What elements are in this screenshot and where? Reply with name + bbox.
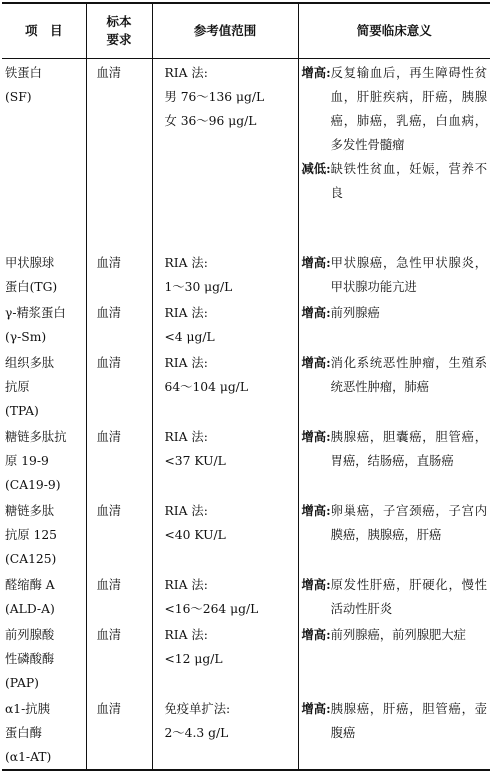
significance-entry (302, 697, 488, 745)
significance-text: 卵巢癌，子宫颈癌，子宫内膜癌，胰腺癌，肝癌 (330, 503, 487, 542)
reference-line: <4 μg/L (164, 329, 215, 344)
significance-text: 胰腺癌，胆囊癌，胆管癌，胃癌，结肠癌，直肠癌 (330, 429, 487, 468)
reference-line: <37 KU/L (164, 453, 226, 468)
reference-cell (152, 571, 298, 621)
item-name-line: (PAP) (5, 675, 39, 690)
significance-tag: 增高: (301, 428, 331, 444)
reference-line: RIA 法: (164, 577, 208, 592)
item-name-line: γ-精浆蛋白 (5, 305, 66, 320)
reference-cell (152, 59, 298, 249)
significance-tag: 增高: (301, 354, 331, 370)
significance-cell (298, 349, 490, 423)
item-name-cell (2, 571, 86, 621)
item-name-line: (ALD-A) (5, 601, 55, 616)
item-name-cell (2, 299, 86, 349)
significance-tag: 减低: (301, 161, 331, 176)
reference-line: RIA 法: (164, 255, 208, 270)
reference-line: 免疫单扩法: (164, 701, 231, 716)
item-name-line: 抗原 125 (5, 527, 57, 542)
reference-line: RIA 法: (164, 305, 208, 320)
significance-cell (298, 59, 490, 249)
reference-line: RIA 法: (164, 355, 208, 370)
item-name-cell (2, 621, 86, 695)
reference-cell (152, 695, 298, 770)
table-row (2, 695, 490, 770)
table-row (2, 349, 490, 423)
table-row (2, 571, 490, 621)
specimen-cell: 血清 (86, 695, 152, 770)
item-name-line: (α1-AT) (5, 749, 52, 764)
significance-cell (298, 249, 490, 299)
item-name-cell (2, 695, 86, 770)
significance-tag: 增高: (301, 576, 331, 592)
specimen-cell: 血清 (86, 349, 152, 423)
item-name-cell (2, 349, 86, 423)
item-name-cell (2, 59, 86, 249)
header-item: 项 目 (2, 3, 86, 59)
significance-cell (298, 621, 490, 695)
item-name-line: 性磷酸酶 (5, 651, 55, 666)
reference-table (2, 2, 490, 771)
item-name-cell (2, 497, 86, 571)
significance-tag: 增高: (301, 65, 331, 80)
specimen-cell: 血清 (86, 571, 152, 621)
reference-cell (152, 621, 298, 695)
reference-line: RIA 法: (164, 503, 208, 518)
item-name-line: 醛缩酶 A (5, 577, 55, 592)
significance-tag: 增高: (301, 304, 331, 320)
item-name-cell (2, 423, 86, 497)
item-name-line: 抗原 (5, 379, 30, 394)
item-name-line: 糖链多肽 (5, 503, 55, 518)
item-name-line: (SF) (5, 90, 32, 104)
significance-tag: 增高: (301, 626, 331, 642)
significance-text: 甲状腺癌，急性甲状腺炎，甲状腺功能亢进 (330, 255, 487, 294)
reference-line: 女 36～96 μg/L (164, 114, 257, 128)
item-name-line: 蛋白酶 (5, 725, 42, 740)
item-name-line: 糖链多肽抗 (5, 429, 67, 444)
header-significance: 简要临床意义 (298, 3, 490, 59)
reference-cell (152, 423, 298, 497)
item-name-line: 蛋白(TG) (5, 279, 58, 294)
significance-cell (298, 571, 490, 621)
item-name-cell (2, 249, 86, 299)
significance-entry (302, 351, 488, 399)
reference-line: 64～104 μg/L (164, 379, 248, 394)
table-row (2, 59, 490, 249)
specimen-cell: 血清 (86, 59, 152, 249)
significance-cell (298, 695, 490, 770)
significance-cell (298, 497, 490, 571)
item-name-line: (TPA) (5, 403, 39, 418)
reference-line: RIA 法: (164, 627, 208, 642)
table-row (2, 299, 490, 349)
item-name-line: 甲状腺球 (5, 255, 55, 270)
significance-text: 前列腺癌，前列腺肥大症 (330, 627, 466, 642)
table-body (2, 59, 490, 770)
item-name-line: α1-抗胰 (5, 701, 50, 716)
significance-cell (298, 423, 490, 497)
header-specimen (86, 3, 152, 59)
header-row (2, 3, 490, 59)
significance-text: 缺铁性贫血，妊娠，营养不良 (330, 162, 487, 200)
significance-tag: 增高: (301, 254, 331, 270)
reference-line: <40 KU/L (164, 527, 226, 542)
significance-entry (302, 157, 488, 205)
significance-text: 原发性肝癌，肝硬化，慢性活动性肝炎 (330, 577, 487, 616)
item-name-line: 原 19-9 (5, 453, 49, 468)
reference-cell (152, 497, 298, 571)
reference-line: <16～264 μg/L (164, 601, 259, 616)
reference-line: 1～30 μg/L (164, 279, 233, 294)
table-row (2, 497, 490, 571)
significance-entry (302, 425, 488, 473)
significance-entry (302, 499, 488, 547)
significance-text: 消化系统恶性肿瘤，生殖系统恶性肿瘤，肺癌 (330, 355, 487, 394)
table-row (2, 423, 490, 497)
significance-entry (302, 301, 488, 325)
header-specimen-line2: 要求 (106, 32, 132, 47)
reference-line: RIA 法: (164, 429, 208, 444)
significance-tag: 增高: (301, 502, 331, 518)
reference-cell (152, 349, 298, 423)
specimen-cell: 血清 (86, 621, 152, 695)
significance-tag: 增高: (301, 700, 331, 716)
reference-cell (152, 249, 298, 299)
significance-entry (302, 61, 488, 157)
specimen-cell: 血清 (86, 249, 152, 299)
specimen-cell: 血清 (86, 299, 152, 349)
significance-entry (302, 251, 488, 299)
significance-text: 胰腺癌，肝癌，胆管癌，壶腹癌 (330, 701, 487, 740)
table-row (2, 249, 490, 299)
reference-line: RIA 法: (164, 66, 208, 80)
table-row (2, 621, 490, 695)
item-name-line: 前列腺酸 (5, 627, 55, 642)
reference-line: 2～4.3 g/L (164, 725, 229, 740)
header-reference: 参考值范围 (152, 3, 298, 59)
item-name-line: 组织多肽 (5, 355, 55, 370)
significance-text: 反复输血后，再生障碍性贫血，肝脏疾病，肝癌，胰腺癌，肺癌，乳癌，白血病，多发性骨髓瘤 (330, 66, 487, 152)
significance-entry (302, 573, 488, 621)
reference-line: 男 76～136 μg/L (164, 90, 265, 104)
reference-cell (152, 299, 298, 349)
significance-entry (302, 623, 488, 647)
specimen-cell: 血清 (86, 423, 152, 497)
header-specimen-line1: 标本 (106, 14, 132, 29)
item-name-line: (CA19-9) (5, 477, 61, 492)
significance-cell (298, 299, 490, 349)
significance-text: 前列腺癌 (330, 305, 380, 320)
item-name-line: 铁蛋白 (5, 66, 42, 80)
item-name-line: (γ-Sm) (5, 329, 47, 344)
reference-line: <12 μg/L (164, 651, 223, 666)
item-name-line: (CA125) (5, 551, 57, 566)
specimen-cell: 血清 (86, 497, 152, 571)
